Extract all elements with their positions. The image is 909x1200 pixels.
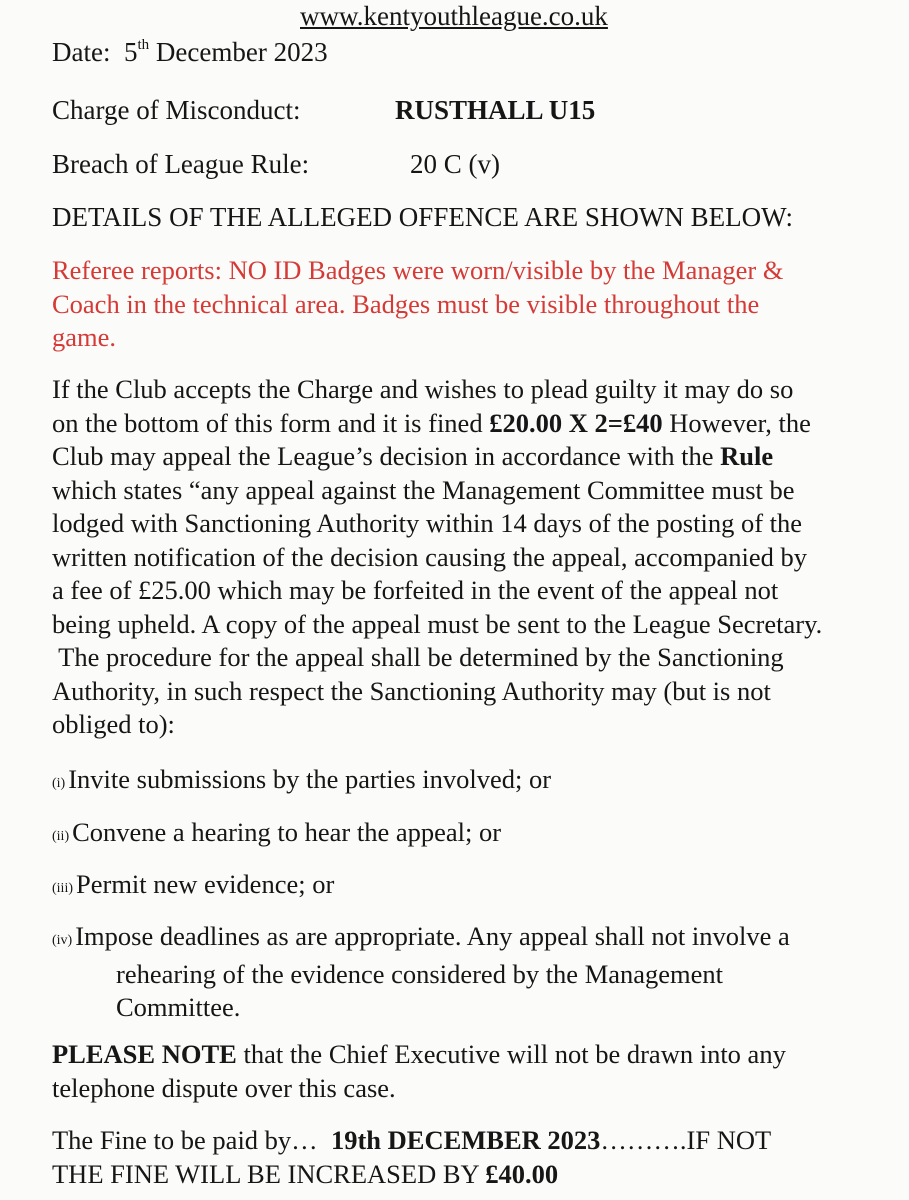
option-line: Committee. <box>116 992 241 1022</box>
appeal-option-3 <box>52 868 897 906</box>
rule-bold: Rule <box>720 441 774 471</box>
fine-deadline <box>52 1124 897 1191</box>
date-day: 5 <box>123 37 138 67</box>
charge-value: RUSTHALL U15 <box>395 95 596 125</box>
option-text: Impose deadlines as are appropriate. Any appeal shall not involve a <box>75 921 790 951</box>
body-line: Authority, in such respect the Sanctioning Authority may (but is not <box>52 675 771 706</box>
referee-report <box>52 254 897 355</box>
note-text: that the Chief Executive will not be drawn into any <box>236 1039 786 1069</box>
date-line <box>52 36 328 68</box>
option-text: Invite submissions by the parties involved; or <box>68 764 552 794</box>
fine-date: 19th DECEMBER 2023 <box>330 1125 601 1155</box>
fine-text: THE FINE WILL BE INCREASED BY <box>52 1158 486 1189</box>
option-text: Convene a hearing to hear the appeal; or <box>72 817 502 847</box>
fine-line <box>52 1124 897 1158</box>
body-line: The procedure for the appeal shall be determined by the Sanctioning <box>52 642 784 672</box>
appeal-option-1 <box>52 763 897 801</box>
fine-text: ……….IF NOT <box>600 1125 772 1155</box>
date-label: Date: <box>52 37 111 67</box>
appeal-option-2 <box>52 816 897 854</box>
rule-label: Breach of League Rule: <box>52 149 310 179</box>
fine-amount: £20.00 X 2=£40 <box>489 407 663 438</box>
date-suffix: th <box>137 37 150 53</box>
option-number: (i) <box>52 776 66 791</box>
rule-value: 20 C (v) <box>410 149 500 179</box>
referee-line: game. <box>52 322 117 352</box>
body-line <box>52 407 897 441</box>
body-line: a fee of £25.00 which may be forfeited in the event of the appeal not <box>52 575 779 605</box>
body-line <box>52 440 897 474</box>
body-line: lodged with Sanctioning Authority within 14 days of the posting of the <box>52 508 803 538</box>
option-number: (iv) <box>52 933 73 948</box>
fine-increase-amount: £40.00 <box>485 1158 559 1189</box>
option-text: Permit new evidence; or <box>76 869 335 899</box>
date-month-year: December 2023 <box>155 37 328 67</box>
body-text: on the bottom of this form and it is fined <box>52 407 490 438</box>
body-line: being upheld. A copy of the appeal must be sent to the League Secretary. <box>52 608 823 639</box>
body-text: However, the <box>662 407 811 438</box>
body-line: which states “any appeal against the Management Committee must be <box>52 474 795 505</box>
fine-text: The Fine to be paid by… <box>52 1125 331 1155</box>
referee-line: Coach in the technical area. Badges must be visible throughout the <box>52 288 760 319</box>
note-line: telephone dispute over this case. <box>52 1072 396 1103</box>
charge-label: Charge of Misconduct: <box>52 95 301 125</box>
option-number: (iii) <box>52 881 73 896</box>
option-line: rehearing of the evidence considered by the Management <box>116 958 724 989</box>
appeal-paragraph <box>52 373 897 742</box>
body-text: Club may appeal the League’s decision in accordance with the <box>52 441 721 471</box>
option-number: (ii) <box>52 829 70 844</box>
please-note <box>52 1038 897 1105</box>
referee-line: Referee reports: NO ID Badges were worn/visible by the Manager & <box>52 255 784 285</box>
body-line: If the Club accepts the Charge and wishes to plead guilty it may do so <box>52 374 794 404</box>
league-website-link[interactable]: www.kentyouthleague.co.uk <box>300 1 608 31</box>
note-bold: PLEASE NOTE <box>52 1039 237 1069</box>
note-line <box>52 1038 897 1072</box>
body-line: written notification of the decision causing the appeal, accompanied by <box>52 541 807 572</box>
body-line: obliged to): <box>52 709 175 739</box>
fine-line <box>52 1158 897 1192</box>
option-line <box>52 920 897 958</box>
appeal-option-4 <box>52 920 897 1025</box>
details-heading: DETAILS OF THE ALLEGED OFFENCE ARE SHOWN BELOW: <box>52 202 794 232</box>
